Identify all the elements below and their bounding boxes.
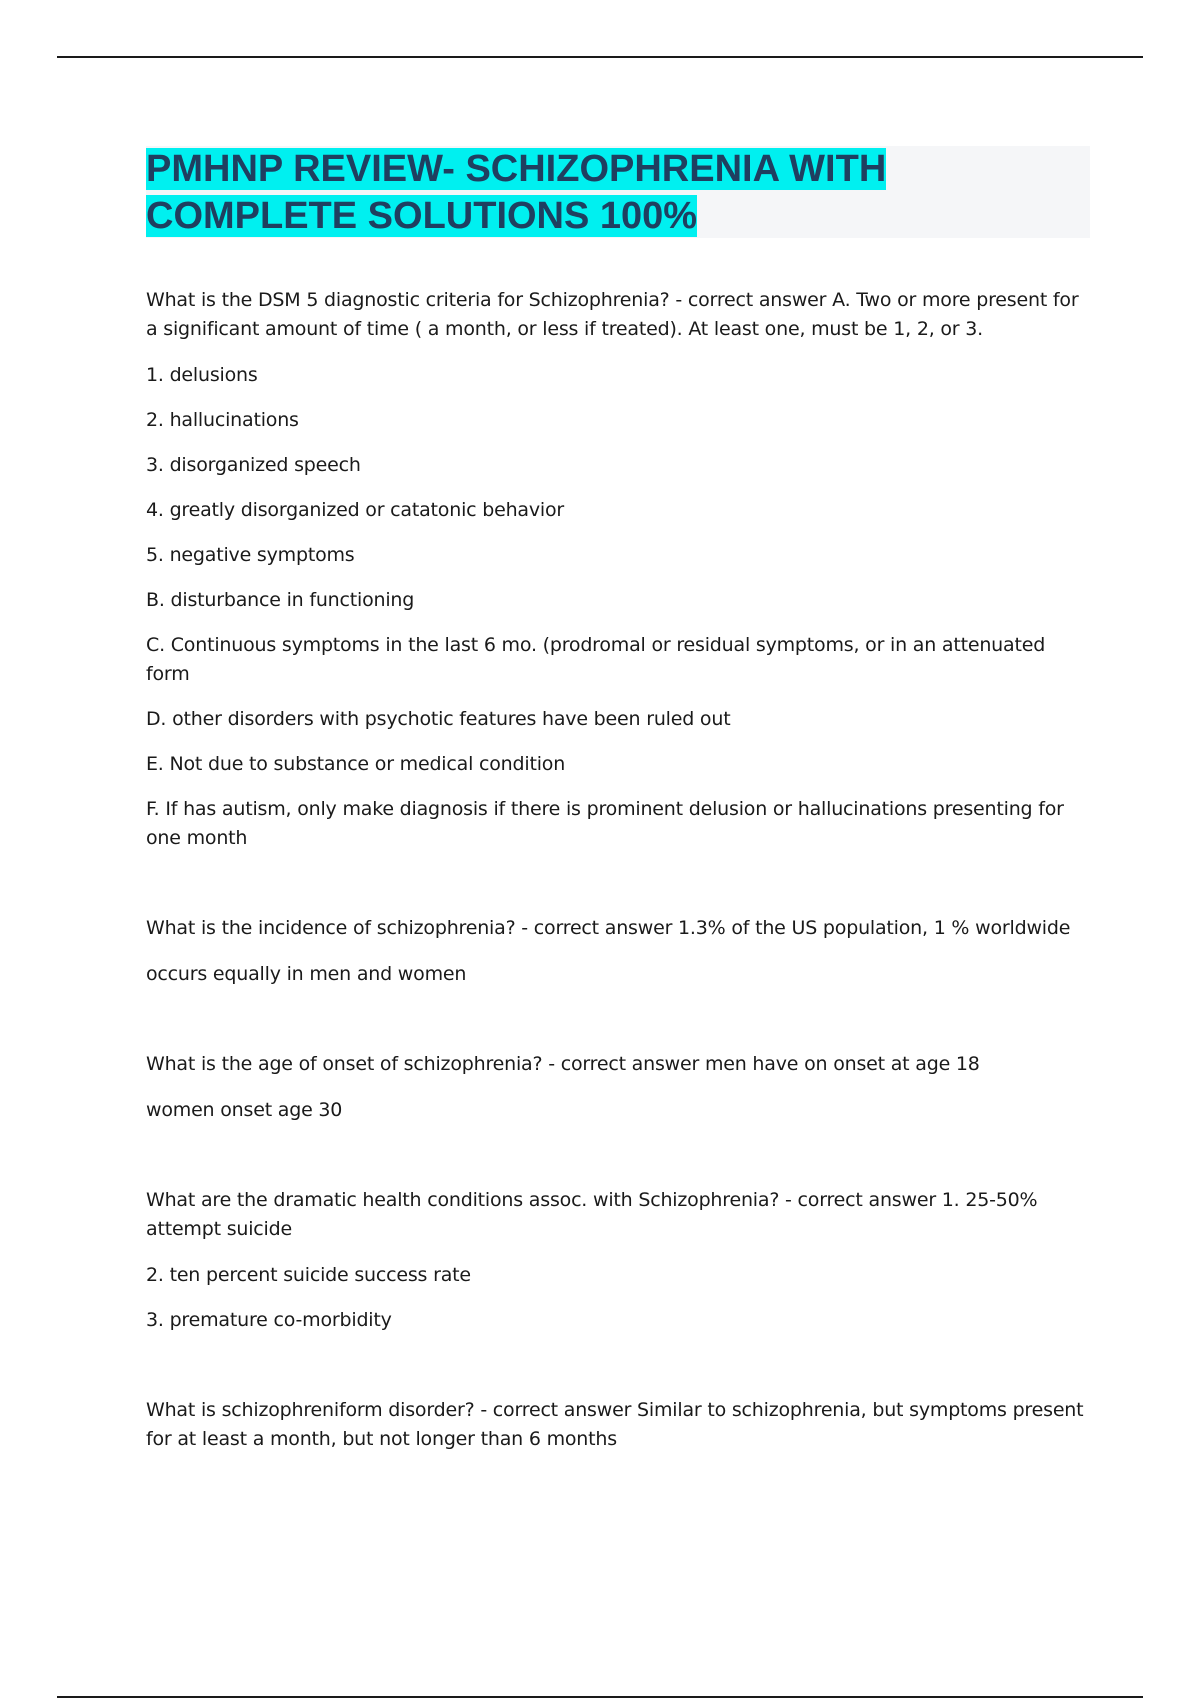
page-title bbox=[146, 146, 1090, 240]
list-item: 3. premature co-morbidity bbox=[146, 1309, 392, 1331]
bottom-rule bbox=[57, 1696, 1143, 1698]
question-text: What are the dramatic health conditions assoc. with Schizophrenia? - correct answer 1. 25-50% attempt suicide bbox=[146, 1189, 1038, 1240]
list-item: women onset age 30 bbox=[146, 1099, 343, 1121]
question-text: What is the DSM 5 diagnostic criteria for Schizophrenia? - correct answer A. Two or more present for a significant amount of time ( a month, or less if treated). At least one, must be 1, 2, or 3. bbox=[146, 289, 1079, 340]
list-item: C. Continuous symptoms in the last 6 mo. (prodromal or residual symptoms, or in an attenuated form bbox=[146, 634, 1046, 685]
list-item: 3. disorganized speech bbox=[146, 454, 361, 476]
document-body bbox=[146, 146, 1090, 1471]
question-text: What is the age of onset of schizophrenia? - correct answer men have on onset at age 18 bbox=[146, 1053, 980, 1075]
list-item: 2. hallucinations bbox=[146, 409, 299, 431]
list-item: 2. ten percent suicide success rate bbox=[146, 1264, 471, 1286]
qa-section-dsm5 bbox=[146, 286, 1090, 853]
qa-section-schizophreniform bbox=[146, 1396, 1090, 1454]
list-item: 4. greatly disorganized or catatonic behavior bbox=[146, 499, 565, 521]
top-rule bbox=[57, 56, 1143, 58]
list-item: E. Not due to substance or medical condition bbox=[146, 753, 566, 775]
qa-section-health-conditions bbox=[146, 1186, 1090, 1335]
title-line-2: COMPLETE SOLUTIONS 100% bbox=[146, 195, 698, 237]
question-text: What is the incidence of schizophrenia? - correct answer 1.3% of the US population, 1 % worldwide bbox=[146, 917, 1071, 939]
title-block bbox=[146, 146, 1090, 238]
qa-section-incidence bbox=[146, 914, 1090, 989]
question-text: What is schizophreniform disorder? - correct answer Similar to schizophrenia, but symptoms present for at least a month, but not longer than 6 months bbox=[146, 1399, 1084, 1450]
list-item: B. disturbance in functioning bbox=[146, 589, 415, 611]
title-line-1: PMHNP REVIEW- SCHIZOPHRENIA WITH bbox=[146, 148, 887, 190]
list-item: F. If has autism, only make diagnosis if there is prominent delusion or hallucinations presenting for one month bbox=[146, 798, 1064, 849]
list-item: occurs equally in men and women bbox=[146, 963, 467, 985]
list-item: D. other disorders with psychotic features have been ruled out bbox=[146, 708, 731, 730]
list-item: 5. negative symptoms bbox=[146, 544, 355, 566]
list-item: 1. delusions bbox=[146, 364, 258, 386]
qa-section-onset bbox=[146, 1050, 1090, 1125]
